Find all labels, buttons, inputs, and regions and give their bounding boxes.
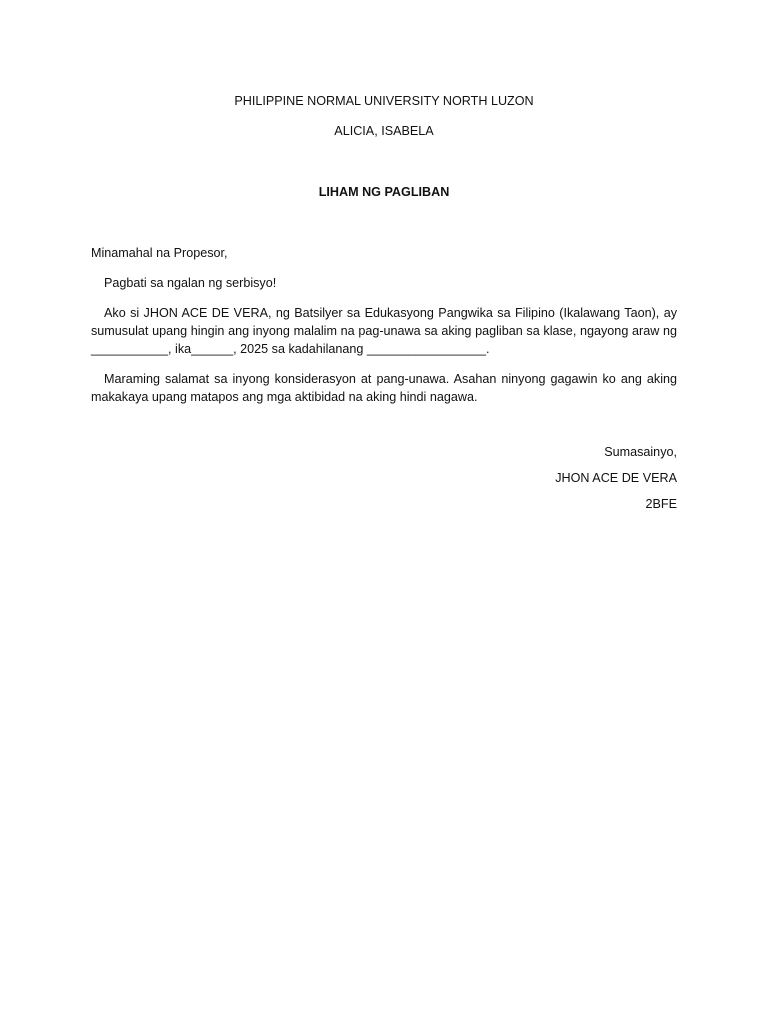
signer-section: 2BFE bbox=[645, 497, 677, 511]
letter-paragraph-1: Ako si JHON ACE DE VERA, ng Batsilyer sa Edukasyong Pangwika sa Filipino (Ikalawang Taon), ay sumusulat upang hingin ang inyong malalim na pag-unawa sa aking pagliban sa klase, ngayong araw ng ___________, ika______, 2025 sa kadahilanang _________________. bbox=[91, 306, 677, 356]
letter-closing: Sumasainyo, bbox=[604, 445, 677, 459]
letter-title: LIHAM NG PAGLIBAN bbox=[318, 185, 450, 199]
university-location: ALICIA, ISABELA bbox=[334, 124, 434, 138]
university-name: PHILIPPINE NORMAL UNIVERSITY NORTH LUZON bbox=[234, 94, 534, 108]
letter-greeting: Pagbati sa ngalan ng serbisyo! bbox=[104, 276, 277, 290]
signer-name: JHON ACE DE VERA bbox=[555, 471, 677, 485]
letter-paragraph-2: Maraming salamat sa inyong konsiderasyon at pang-unawa. Asahan ninyong gagawin ko ang aking makakaya upang matapos ang mga aktibidad na aking hindi nagawa. bbox=[91, 372, 677, 404]
letter-salutation: Minamahal na Propesor, bbox=[91, 246, 228, 260]
